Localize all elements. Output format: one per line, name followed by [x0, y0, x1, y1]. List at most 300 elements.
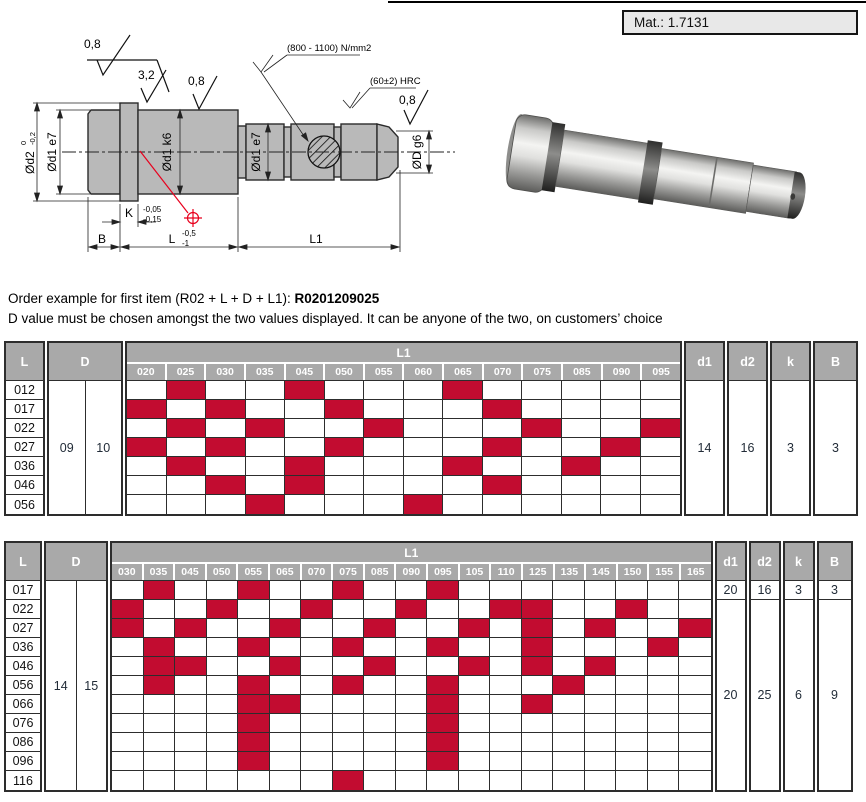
availability-empty-cell — [270, 600, 302, 619]
availability-marked-cell — [112, 600, 144, 619]
availability-empty-cell — [396, 752, 428, 771]
l1-col-header: 035 — [244, 364, 284, 380]
availability-marked-cell — [443, 381, 483, 400]
spec-col-body — [729, 381, 766, 514]
availability-marked-cell — [285, 457, 325, 476]
spec-col-k — [783, 541, 815, 792]
availability-empty-cell — [553, 657, 585, 676]
availability-empty-cell — [333, 619, 365, 638]
availability-marked-cell — [459, 657, 491, 676]
availability-empty-cell — [112, 581, 144, 600]
availability-empty-cell — [112, 733, 144, 752]
availability-empty-cell — [562, 495, 602, 514]
availability-marked-cell — [206, 400, 246, 419]
availability-empty-cell — [364, 733, 396, 752]
l-value: 066 — [6, 695, 40, 714]
availability-empty-cell — [616, 619, 648, 638]
availability-empty-cell — [585, 771, 617, 790]
availability-empty-cell — [483, 457, 523, 476]
l-value: 036 — [6, 638, 40, 657]
availability-empty-cell — [396, 581, 428, 600]
spec-col-header: d2 — [751, 543, 779, 581]
k-tol-lower: -0,15 — [143, 215, 162, 224]
availability-empty-cell — [246, 381, 286, 400]
availability-marked-cell — [679, 619, 711, 638]
availability-empty-cell — [601, 457, 641, 476]
availability-empty-cell — [679, 657, 711, 676]
availability-empty-cell — [175, 771, 207, 790]
l-value: 056 — [6, 676, 40, 695]
availability-empty-cell — [522, 771, 554, 790]
availability-empty-cell — [206, 457, 246, 476]
availability-empty-cell — [333, 733, 365, 752]
availability-empty-cell — [364, 676, 396, 695]
availability-empty-cell — [333, 752, 365, 771]
availability-marked-cell — [364, 657, 396, 676]
availability-marked-cell — [112, 619, 144, 638]
availability-empty-cell — [364, 400, 404, 419]
availability-marked-cell — [443, 457, 483, 476]
availability-empty-cell — [404, 457, 444, 476]
availability-empty-cell — [616, 714, 648, 733]
availability-empty-cell — [562, 381, 602, 400]
availability-empty-cell — [553, 600, 585, 619]
l-values — [6, 381, 43, 514]
l1-column-headers — [112, 562, 711, 581]
material-box — [622, 10, 858, 35]
availability-empty-cell — [616, 733, 648, 752]
availability-empty-cell — [648, 771, 680, 790]
order-example-code: R0201209025 — [294, 291, 380, 306]
availability-empty-cell — [404, 476, 444, 495]
availability-marked-cell — [238, 638, 270, 657]
availability-empty-cell — [459, 600, 491, 619]
spec-col-header: d2 — [729, 343, 766, 381]
availability-empty-cell — [112, 638, 144, 657]
availability-empty-cell — [443, 476, 483, 495]
availability-empty-cell — [301, 733, 333, 752]
availability-empty-cell — [459, 581, 491, 600]
availability-empty-cell — [270, 733, 302, 752]
availability-empty-cell — [364, 495, 404, 514]
d-values — [46, 581, 106, 790]
l1-col-header: 105 — [458, 564, 490, 580]
availability-empty-cell — [585, 638, 617, 657]
od2-label — [19, 132, 37, 174]
availability-empty-cell — [144, 714, 176, 733]
availability-marked-cell — [427, 638, 459, 657]
availability-empty-cell — [601, 495, 641, 514]
availability-empty-cell — [364, 638, 396, 657]
availability-marked-cell — [490, 600, 522, 619]
availability-marked-cell — [641, 419, 681, 438]
availability-empty-cell — [562, 400, 602, 419]
d-column-group — [47, 341, 123, 516]
availability-empty-cell — [562, 438, 602, 457]
availability-empty-cell — [641, 476, 681, 495]
size-table-2 — [4, 541, 853, 792]
availability-empty-cell — [396, 733, 428, 752]
availability-empty-cell — [427, 600, 459, 619]
availability-marked-cell — [270, 657, 302, 676]
availability-empty-cell — [207, 657, 239, 676]
availability-marked-cell — [522, 695, 554, 714]
l1-matrix-group — [110, 541, 713, 792]
l1-col-header: 135 — [553, 564, 585, 580]
availability-empty-cell — [679, 752, 711, 771]
l1-col-header: 050 — [205, 564, 237, 580]
svg-text:Ød2: Ød2 — [23, 151, 37, 174]
svg-text:-0,2: -0,2 — [28, 132, 37, 145]
spec-value: 3 — [819, 581, 851, 600]
spec-col-header: k — [785, 543, 813, 581]
availability-empty-cell — [270, 638, 302, 657]
l1-col-header: 025 — [165, 364, 205, 380]
l1-col-header: 030 — [204, 364, 244, 380]
availability-marked-cell — [167, 381, 207, 400]
availability-marked-cell — [301, 600, 333, 619]
availability-empty-cell — [459, 714, 491, 733]
availability-marked-cell — [427, 752, 459, 771]
availability-marked-cell — [427, 714, 459, 733]
l-dim-label: L — [168, 232, 176, 246]
availability-empty-cell — [207, 771, 239, 790]
availability-empty-cell — [270, 676, 302, 695]
l1-col-header: 065 — [442, 364, 482, 380]
availability-empty-cell — [112, 695, 144, 714]
availability-empty-cell — [167, 476, 207, 495]
k-dim-label: K — [124, 206, 134, 220]
availability-empty-cell — [601, 381, 641, 400]
l1-dim-label: L1 — [309, 232, 323, 246]
order-example-line — [8, 291, 379, 306]
availability-marked-cell — [238, 733, 270, 752]
availability-marked-cell — [483, 400, 523, 419]
availability-marked-cell — [522, 419, 562, 438]
spec-col-header: B — [815, 343, 856, 381]
l1-col-header: 030 — [118, 566, 136, 578]
availability-empty-cell — [144, 695, 176, 714]
availability-marked-cell — [364, 619, 396, 638]
l-value: 046 — [6, 657, 40, 676]
availability-empty-cell — [601, 419, 641, 438]
l-column-header: L — [6, 543, 40, 581]
l1-col-header: 070 — [482, 364, 522, 380]
l-column-group — [4, 341, 45, 516]
l-value: 096 — [6, 752, 40, 771]
availability-empty-cell — [396, 676, 428, 695]
spec-value: 20 — [717, 581, 745, 600]
od-g6-label: ØD g6 — [410, 134, 424, 170]
availability-empty-cell — [490, 752, 522, 771]
availability-empty-cell — [285, 495, 325, 514]
availability-empty-cell — [522, 400, 562, 419]
availability-empty-cell — [679, 695, 711, 714]
spec-col-body — [717, 581, 745, 790]
l1-col-header: 110 — [489, 564, 521, 580]
availability-marked-cell — [364, 419, 404, 438]
availability-empty-cell — [175, 638, 207, 657]
availability-empty-cell — [648, 676, 680, 695]
availability-empty-cell — [601, 400, 641, 419]
l-tol-upper: -0,5 — [182, 229, 196, 238]
l1-matrix-group — [125, 341, 682, 516]
availability-marked-cell — [175, 619, 207, 638]
l1-col-header: 075 — [521, 364, 561, 380]
availability-empty-cell — [641, 457, 681, 476]
availability-empty-cell — [616, 771, 648, 790]
availability-empty-cell — [175, 733, 207, 752]
availability-empty-cell — [333, 657, 365, 676]
availability-empty-cell — [648, 581, 680, 600]
availability-empty-cell — [175, 676, 207, 695]
availability-empty-cell — [490, 619, 522, 638]
product-photo — [498, 98, 833, 253]
availability-marked-cell — [648, 638, 680, 657]
availability-empty-cell — [427, 771, 459, 790]
availability-empty-cell — [246, 457, 286, 476]
availability-empty-cell — [648, 657, 680, 676]
availability-empty-cell — [325, 381, 365, 400]
availability-empty-cell — [364, 457, 404, 476]
spec-col-B — [817, 541, 853, 792]
availability-empty-cell — [641, 400, 681, 419]
availability-marked-cell — [207, 600, 239, 619]
availability-empty-cell — [301, 657, 333, 676]
availability-empty-cell — [522, 457, 562, 476]
availability-empty-cell — [427, 657, 459, 676]
availability-empty-cell — [167, 400, 207, 419]
availability-empty-cell — [648, 714, 680, 733]
availability-empty-cell — [246, 476, 286, 495]
availability-empty-cell — [443, 419, 483, 438]
spec-col-header: B — [819, 543, 851, 581]
sf2-value: 3,2 — [138, 68, 155, 82]
availability-empty-cell — [648, 600, 680, 619]
availability-marked-cell — [144, 638, 176, 657]
availability-marked-cell — [522, 619, 554, 638]
od1-k6-label: Ød1 k6 — [160, 132, 174, 172]
spec-value: 14 — [697, 440, 712, 455]
l1-col-header: 070 — [300, 564, 332, 580]
l1-col-header: 060 — [402, 364, 442, 380]
availability-marked-cell — [175, 657, 207, 676]
availability-marked-cell — [601, 438, 641, 457]
spec-col-d2 — [727, 341, 768, 516]
availability-empty-cell — [301, 714, 333, 733]
availability-empty-cell — [641, 438, 681, 457]
l-values — [6, 581, 40, 790]
availability-marked-cell — [144, 581, 176, 600]
availability-empty-cell — [285, 400, 325, 419]
availability-empty-cell — [585, 714, 617, 733]
l1-col-header: 150 — [616, 564, 648, 580]
availability-empty-cell — [679, 676, 711, 695]
availability-empty-cell — [404, 400, 444, 419]
l-value: 022 — [6, 419, 43, 438]
d-value-option: 15 — [76, 581, 107, 790]
spec-col-d2 — [749, 541, 781, 792]
availability-empty-cell — [285, 419, 325, 438]
availability-marked-cell — [427, 733, 459, 752]
od1-e7-right-label: Ød1 e7 — [249, 132, 263, 172]
availability-marked-cell — [553, 676, 585, 695]
availability-marked-cell — [238, 752, 270, 771]
availability-marked-cell — [144, 657, 176, 676]
l-column-group — [4, 541, 42, 792]
availability-empty-cell — [459, 733, 491, 752]
availability-empty-cell — [490, 581, 522, 600]
availability-empty-cell — [459, 771, 491, 790]
l-value: 056 — [14, 497, 35, 512]
spec-value: 25 — [757, 688, 772, 702]
availability-marked-cell — [285, 381, 325, 400]
availability-empty-cell — [238, 657, 270, 676]
availability-empty-cell — [364, 752, 396, 771]
availability-empty-cell — [238, 619, 270, 638]
spec-col-body — [785, 581, 813, 790]
availability-marked-cell — [127, 438, 167, 457]
od1-e7-left-label: Ød1 e7 — [45, 132, 59, 172]
l1-col-header: 125 — [521, 564, 553, 580]
spec-col-body — [686, 381, 723, 514]
spec-col-body — [815, 381, 856, 514]
l1-col-header: 075 — [331, 564, 363, 580]
availability-empty-cell — [127, 495, 167, 514]
availability-empty-cell — [601, 476, 641, 495]
availability-empty-cell — [459, 752, 491, 771]
availability-marked-cell — [404, 495, 444, 514]
availability-empty-cell — [522, 381, 562, 400]
order-example-prefix: Order example for first item (R02 + L + D + L1): — [8, 291, 295, 306]
l1-col-header: 095 — [426, 564, 458, 580]
l1-col-header: 155 — [647, 564, 679, 580]
availability-empty-cell — [483, 495, 523, 514]
availability-empty-cell — [585, 752, 617, 771]
spec-col-body — [751, 581, 779, 790]
availability-empty-cell — [522, 438, 562, 457]
availability-marked-cell — [427, 695, 459, 714]
availability-marked-cell — [585, 619, 617, 638]
availability-empty-cell — [553, 581, 585, 600]
spec-value: 16 — [751, 581, 779, 600]
availability-marked-cell — [238, 676, 270, 695]
l-value: 017 — [6, 400, 43, 419]
availability-marked-cell — [333, 581, 365, 600]
availability-empty-cell — [301, 695, 333, 714]
availability-marked-cell — [238, 714, 270, 733]
spec-col-header: k — [772, 343, 809, 381]
l1-col-header: 055 — [363, 364, 403, 380]
availability-empty-cell — [553, 752, 585, 771]
availability-empty-cell — [616, 657, 648, 676]
availability-empty-cell — [364, 581, 396, 600]
availability-empty-cell — [301, 676, 333, 695]
availability-marked-cell — [206, 438, 246, 457]
spec-col-B — [813, 341, 858, 516]
availability-empty-cell — [207, 752, 239, 771]
availability-empty-cell — [562, 419, 602, 438]
availability-empty-cell — [396, 638, 428, 657]
availability-empty-cell — [459, 676, 491, 695]
availability-empty-cell — [585, 695, 617, 714]
spec-col-body — [819, 581, 851, 790]
availability-empty-cell — [144, 619, 176, 638]
availability-empty-cell — [679, 714, 711, 733]
availability-empty-cell — [616, 676, 648, 695]
availability-empty-cell — [616, 581, 648, 600]
l1-header: L1 — [112, 543, 711, 562]
availability-marked-cell — [206, 476, 246, 495]
availability-empty-cell — [270, 752, 302, 771]
availability-empty-cell — [396, 714, 428, 733]
availability-empty-cell — [459, 638, 491, 657]
availability-empty-cell — [207, 581, 239, 600]
availability-empty-cell — [396, 657, 428, 676]
availability-empty-cell — [207, 695, 239, 714]
availability-marked-cell — [427, 581, 459, 600]
l-value: 036 — [6, 457, 43, 476]
l1-col-header: 095 — [640, 364, 680, 380]
spec-col-k — [770, 341, 811, 516]
availability-empty-cell — [585, 600, 617, 619]
availability-marked-cell — [616, 600, 648, 619]
l-column-header: L — [6, 343, 43, 381]
availability-empty-cell — [364, 714, 396, 733]
svg-text:0: 0 — [19, 140, 28, 145]
availability-marked-cell — [333, 676, 365, 695]
availability-empty-cell — [585, 676, 617, 695]
availability-marked-cell — [285, 476, 325, 495]
availability-marked-cell — [270, 695, 302, 714]
availability-empty-cell — [206, 381, 246, 400]
availability-empty-cell — [641, 495, 681, 514]
availability-empty-cell — [553, 638, 585, 657]
l-value: 027 — [6, 619, 40, 638]
availability-empty-cell — [325, 419, 365, 438]
availability-empty-cell — [404, 381, 444, 400]
spec-col-header: d1 — [686, 343, 723, 381]
d-value-option: 14 — [53, 678, 68, 693]
availability-empty-cell — [616, 752, 648, 771]
availability-empty-cell — [490, 676, 522, 695]
availability-empty-cell — [648, 619, 680, 638]
availability-empty-cell — [396, 695, 428, 714]
availability-empty-cell — [490, 714, 522, 733]
availability-empty-cell — [648, 695, 680, 714]
availability-empty-cell — [301, 619, 333, 638]
availability-empty-cell — [553, 733, 585, 752]
availability-empty-cell — [679, 733, 711, 752]
availability-marked-cell — [522, 600, 554, 619]
availability-empty-cell — [285, 438, 325, 457]
availability-empty-cell — [490, 657, 522, 676]
spec-col-body — [772, 381, 809, 514]
d-column-header: D — [49, 343, 121, 381]
d-column-header: D — [46, 543, 106, 581]
availability-empty-cell — [427, 619, 459, 638]
spec-value: 3 — [787, 440, 794, 455]
availability-marked-cell — [246, 419, 286, 438]
l1-col-header: 090 — [394, 564, 426, 580]
availability-empty-cell — [167, 495, 207, 514]
availability-empty-cell — [207, 714, 239, 733]
availability-empty-cell — [175, 714, 207, 733]
availability-marked-cell — [562, 457, 602, 476]
availability-empty-cell — [301, 638, 333, 657]
l-value: 017 — [6, 581, 40, 600]
b-dim-label: B — [97, 232, 107, 246]
